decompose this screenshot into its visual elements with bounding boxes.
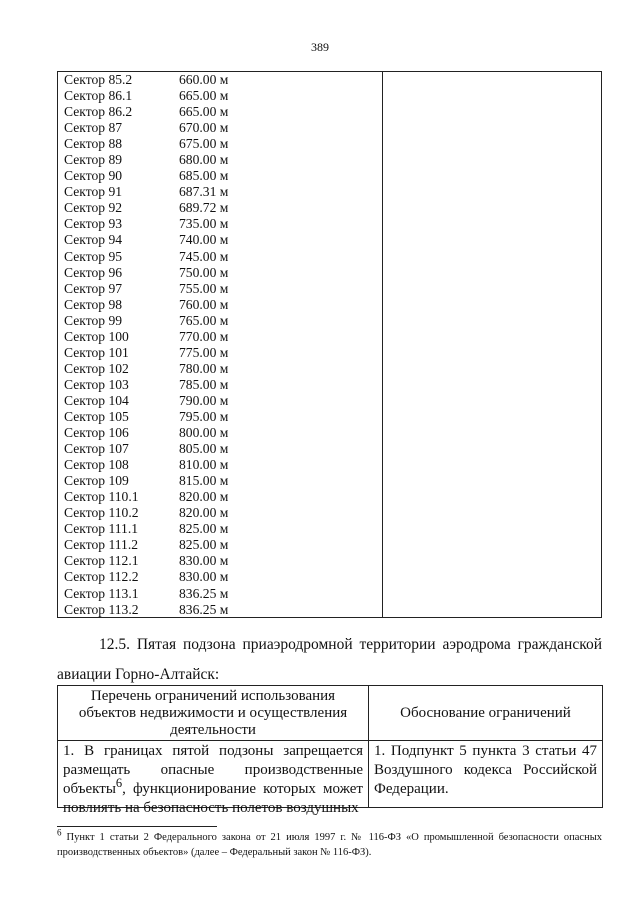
restriction-text-end: , функционирование которых может повлиять на безопасность полетов воздушных <box>63 781 363 816</box>
sector-name: Сектор 100 <box>64 328 129 344</box>
footnote <box>57 827 603 860</box>
restrictions-list-header: Перечень ограничений использования объектов недвижимости и осуществления деятельности <box>58 686 369 741</box>
sector-name: Сектор 85.2 <box>64 72 133 87</box>
sector-name: Сектор 111.2 <box>64 537 139 553</box>
sector-height-value: 760.00 м <box>179 296 229 312</box>
table-row <box>64 377 299 393</box>
sector-name: Сектор 108 <box>64 457 129 473</box>
table-row <box>64 88 299 104</box>
table-row <box>64 473 299 489</box>
sector-height-value: 670.00 м <box>179 120 229 136</box>
footnote-text: Пункт 1 статьи 2 Федерального закона от 21 июля 1997 г. № 116-ФЗ «О промышленной безопасности опасных производственных объектов» (далее – Федеральный закон № 116-ФЗ). <box>57 832 603 858</box>
sector-name: Сектор 103 <box>64 376 129 392</box>
table-row <box>64 537 299 553</box>
justification-header: Обоснование ограничений <box>369 686 603 741</box>
table-row <box>64 457 299 473</box>
table-row <box>64 602 299 618</box>
table-row <box>64 569 299 585</box>
sector-height-value: 750.00 м <box>179 264 229 280</box>
table-row <box>64 521 299 537</box>
sector-height-value: 780.00 м <box>179 360 229 376</box>
table-row <box>64 184 299 200</box>
sector-height-value: 810.00 м <box>179 457 229 473</box>
sector-name: Сектор 112.2 <box>64 569 139 585</box>
sector-height-value: 765.00 м <box>179 312 229 328</box>
table-row <box>64 489 299 505</box>
justification-text: 1. Подпункт 5 пункта 3 статьи 47 Воздушного кодекса Российской Федерации. <box>374 743 597 797</box>
section-heading: 12.5. Пятая подзона приаэродромной территории аэродрома гражданской авиации Горно-Алтайск: <box>57 636 602 683</box>
sector-name: Сектор 96 <box>64 264 123 280</box>
sector-height-value: 685.00 м <box>179 168 229 184</box>
sector-name: Сектор 89 <box>64 152 123 168</box>
restrictions-table <box>57 685 603 816</box>
sector-name: Сектор 102 <box>64 360 129 376</box>
sector-height-value: 836.25 м <box>179 585 229 601</box>
sector-name: Сектор 112.1 <box>64 553 139 569</box>
table-row <box>64 249 299 265</box>
sector-name: Сектор 107 <box>64 441 129 457</box>
sector-name: Сектор 98 <box>64 296 123 312</box>
sector-height-value: 825.00 м <box>179 521 229 537</box>
sector-height-value: 820.00 м <box>179 505 229 521</box>
footnote-divider <box>57 826 217 827</box>
sector-height-value: 770.00 м <box>179 328 229 344</box>
sector-height-value: 735.00 м <box>179 216 229 232</box>
table-row <box>64 361 299 377</box>
sector-name: Сектор 90 <box>64 168 123 184</box>
sector-name: Сектор 91 <box>64 184 123 200</box>
table-header-row <box>58 686 603 741</box>
sector-name: Сектор 101 <box>64 344 129 360</box>
sector-height-value: 745.00 м <box>179 248 229 264</box>
table-row <box>64 281 299 297</box>
sector-name: Сектор 88 <box>64 136 123 152</box>
column-divider <box>382 72 383 617</box>
table-row <box>64 329 299 345</box>
sector-name: Сектор 99 <box>64 312 123 328</box>
table-row <box>64 232 299 248</box>
sector-height-value: 815.00 м <box>179 473 229 489</box>
sector-name: Сектор 87 <box>64 120 123 136</box>
sector-height-value: 687.31 м <box>179 184 229 200</box>
sector-name: Сектор 104 <box>64 392 129 408</box>
table-row <box>64 265 299 281</box>
sector-height-value: 820.00 м <box>179 489 229 505</box>
table-row <box>64 313 299 329</box>
sector-name: Сектор 110.2 <box>64 505 139 521</box>
table-row <box>64 441 299 457</box>
sector-heights-table <box>57 71 602 618</box>
table-row <box>64 152 299 168</box>
sector-height-value: 755.00 м <box>179 280 229 296</box>
table-row <box>64 136 299 152</box>
sector-height-value: 665.00 м <box>179 88 229 104</box>
sector-name: Сектор 105 <box>64 408 129 424</box>
sector-name: Сектор 93 <box>64 216 123 232</box>
sector-height-value: 825.00 м <box>179 537 229 553</box>
table-row <box>58 741 603 808</box>
sector-name: Сектор 94 <box>64 232 123 248</box>
sector-height-value: 675.00 м <box>179 136 229 152</box>
table-row <box>64 104 299 120</box>
sector-height-value: 785.00 м <box>179 376 229 392</box>
table-row <box>64 393 299 409</box>
table-row <box>64 553 299 569</box>
sector-name: Сектор 113.1 <box>64 585 139 601</box>
footnote-marker: 6 <box>57 827 62 838</box>
restriction-cell <box>58 741 369 816</box>
sector-height-value: 740.00 м <box>179 232 229 248</box>
sector-list <box>64 72 299 618</box>
sector-name: Сектор 97 <box>64 280 123 296</box>
sector-name: Сектор 92 <box>64 200 123 216</box>
sector-name: Сектор 106 <box>64 425 129 441</box>
sector-name: Сектор 86.1 <box>64 88 133 104</box>
sector-height-value: 830.00 м <box>179 553 229 569</box>
sector-height-value: 800.00 м <box>179 425 229 441</box>
table-row <box>64 168 299 184</box>
sector-height-value: 805.00 м <box>179 441 229 457</box>
sector-height-value: 665.00 м <box>179 104 229 120</box>
table-row <box>64 505 299 521</box>
table-row <box>64 216 299 232</box>
sector-name: Сектор 95 <box>64 248 123 264</box>
sector-height-value: 680.00 м <box>179 152 229 168</box>
table-row <box>64 345 299 361</box>
restriction-text-start: 1. В границах пятой подзоны запрещается размещать опасные производственные объекты <box>63 743 363 797</box>
sector-name: Сектор 111.1 <box>64 521 139 537</box>
table-row <box>64 200 299 216</box>
sector-name: Сектор 113.2 <box>64 601 139 617</box>
table-row <box>64 120 299 136</box>
table-row <box>64 297 299 313</box>
table-row <box>64 72 299 88</box>
sector-height-value: 660.00 м <box>179 72 229 87</box>
sector-name: Сектор 110.1 <box>64 489 139 505</box>
table-row <box>64 425 299 441</box>
sector-height-value: 795.00 м <box>179 408 229 424</box>
sector-height-value: 790.00 м <box>179 392 229 408</box>
sector-height-value: 830.00 м <box>179 569 229 585</box>
justification-cell <box>369 741 603 808</box>
sector-name: Сектор 109 <box>64 473 129 489</box>
footnote-ref: 6 <box>115 776 123 790</box>
table-row <box>64 409 299 425</box>
sector-height-value: 689.72 м <box>179 200 229 216</box>
table-row <box>64 586 299 602</box>
sector-height-value: 836.25 м <box>179 601 229 617</box>
page-number: 389 <box>311 40 329 54</box>
sector-name: Сектор 86.2 <box>64 104 133 120</box>
sector-height-value: 775.00 м <box>179 344 229 360</box>
